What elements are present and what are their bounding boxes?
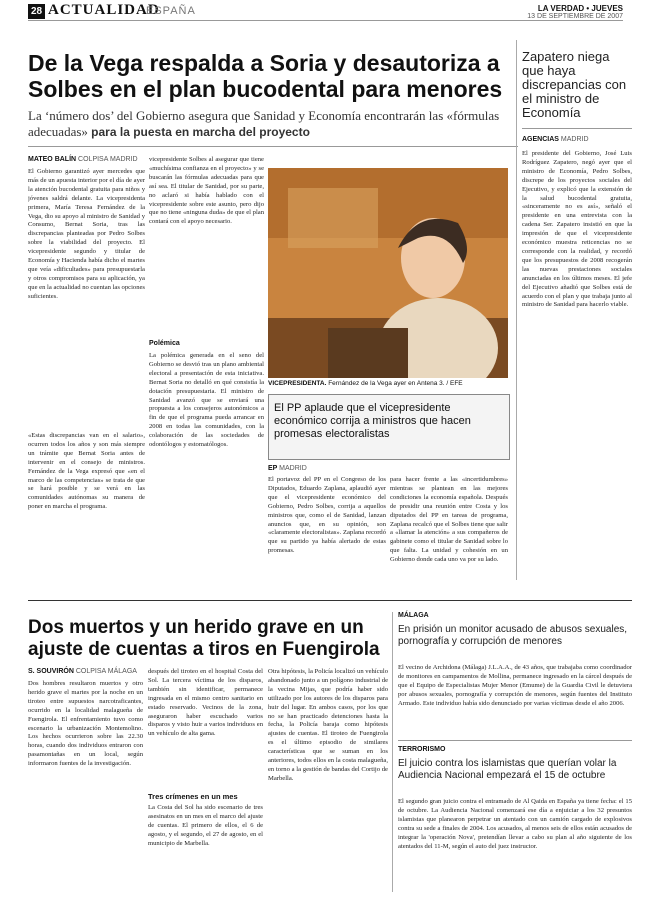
pp-box-headline: El PP aplaude que el vicepresidente económico corrija a ministros que hacen promesas electoralistas xyxy=(274,402,471,440)
brief-text-trial: El segundo gran juicio contra el entramado de Al Qaida en España ya tiene fecha: el 15 de octubre. La Audiencia Nacional comenzará ese día a enjuiciar a los 32 presuntos islamistas que planearon perpetrar un atentado con un camión cargado de explosivos contra su sede a finales de 2004. Los acusados, al menos seis de ellos están acusados de integrar la 'operación Nova', pretendían llevar a cabo su plan al año siguiente de los atentados del 11-M, según el auto del juez instructor. xyxy=(398,798,632,850)
vice-president-photo xyxy=(268,168,508,378)
brief-text-prison: El vecino de Archidona (Málaga) J.L.A.A., de 43 años, que trabajaba como coordinador de monitores en campamentos de Mollina, permanece ingresado en la cárcel después de que el Equipo de Especialistas Mujer Menor (Emume) de la Guardia Civil le detuviera por abusos sexuales, pornografía y corrupción de menores, según fuentes del Instituto Armado. Este individuo había sido denunciado por varias víctimas desde el año 2006. xyxy=(398,664,632,707)
main-column-2: vicepresidente Solbes al asegurar que tiene «muchísima confianza en el proyecto» y se buscarán las fórmulas adecuadas para que así sea. El titular de Sanidad, por su parte, no aclaró si había hablado con el vicepresidente sobre este asunto, pero dijo que no tiene «ninguna duda» de que el plan contará con el apoyo necesario. xyxy=(149,156,264,226)
column-rule xyxy=(392,612,393,892)
main-author: MATEO BALÍN xyxy=(28,156,77,163)
main-agency: COLPISA MADRID xyxy=(78,156,138,163)
second-column-2b: La Costa del Sol ha sido escenario de tres asesinatos en un mes en el marco del ajuste de cuentas. El primero de ellos, el 6 de agosto, y el segundo, el 27 de agosto, en el municipio de Marbella. xyxy=(148,804,263,847)
newspaper-name: LA VERDAD • JUEVES xyxy=(537,4,623,13)
zapatero-agency: AGENCIAS xyxy=(522,136,559,143)
brief-tag-terrorismo: TERRORISMO xyxy=(398,746,446,753)
page-number: 28 xyxy=(28,4,45,19)
section-title: ACTUALIDAD xyxy=(48,2,160,18)
pp-place: MADRID xyxy=(279,465,307,472)
brief-tag-malaga: MÁLAGA xyxy=(398,612,429,619)
zapatero-text: El presidente del Gobierno, José Luis Rodríguez Zapatero, negó ayer que el ministro de Economía, Pedro Solbes, discrepe de los proyectos sociales del Ejecutivo, y explicó que la extensión de la salud bucodental gratuita, «sinceramente no es así», señaló el presidente en una entrevista con la cadena Ser. Zapatero insistió en que la impresión de que el vicepresidente económico muestra reticencias no se corresponde con la realidad, y recordó que los presupuestos de 2008 recogerán las nuevas prestaciones sociales anunciadas en los últimos meses. El jefe del Ejecutivo añadió que Solbes está de acuerdo con el plan y que trabaja junto al ministro de Sanidad para hacerlo viable. xyxy=(522,150,632,309)
subsection-title: ESPAÑA xyxy=(146,5,196,17)
page-header xyxy=(28,4,623,21)
main-byline xyxy=(28,156,138,163)
brief-headline-prison: En prisión un monitor acusado de abusos sexuales, pornografía y corrupción de menores xyxy=(398,624,628,647)
section-divider xyxy=(28,600,632,601)
second-byline xyxy=(28,668,137,675)
second-author: S. SOUVIRÓN xyxy=(28,668,74,675)
zapatero-byline xyxy=(522,136,589,143)
pp-box-column-2: para hacer frente a las «incertidumbres» mientras se plantean en las mejores condiciones la economía española. Después de presidir una reunión entre Costa y los diputados del PP en tareas de programa, Zaplana recalcó que el Solbes tiene que salir a «llamar la atención» a sus compañeros de gabinete como el titular de Sanidad sobre lo que falta. La unidad y cohesión en un Gobierno donde cada uno va por su lado. xyxy=(390,476,508,564)
divider xyxy=(398,740,632,741)
second-column-3: Otra hipótesis, la Policía localizó un vehículo abandonado junto a un polígono industrial de la vecina Mijas, que podría haber sido utilizado por los autores de los disparos para huir del lugar. En ambos casos, por los que no se han practicado detenciones hasta la fecha, la Policía baraja como hipótesis ajustes de cuentas. El tiroteo de Fuengirola es el último episodio de similares características que se suman en los anteriores, todos ellos en la costa malagueña, en torno a la gestión de bandas del Cortijo de Marbella. xyxy=(268,668,388,782)
main-column-1: El Gobierno garantizó ayer mercedes que más de un apuesta interior por el día de ayer la atención bucodental gratuita para niños y jóvenes saldrá delante. La vicepresidenta primera, María Teresa Fernández de la Vega, dio su apoyo al ministro de Sanidad y Consumo, Bernat Soria, tras las discrepancias planteadas por Pedro Solbes sobre la viabilidad del proyecto. El vicepresidente segundo y titular de Economía y Hacienda había dicho el martes que veía «dificultades» para presupuestarla y otros compromisos para su aplicación, ya que en la actualidad no cuentan las opciones suficientes. xyxy=(28,168,145,300)
column-rule xyxy=(516,40,517,580)
second-column-1: Dos hombres resultaron muertos y otro herido grave el martes por la noche en un tiroteo entre supuestos narcotraficantes, ocurrido en la localidad malagueña de Fuengirola. El enfrentamiento tuvo como escenario la urbanización Montemolino. Los hechos ocurrieron sobre las 22.30 horas, cuando dos individuos entraron con pasamontañas en un local, según informaron fuentes de la investigación. xyxy=(28,680,143,768)
brief-headline-trial: El juicio contra los islamistas que querían volar la Audiencia Nacional empezará el 15 de octubre xyxy=(398,758,617,781)
divider xyxy=(522,128,632,129)
second-column-2: después del tiroteo en el hospital Costa del Sol. La tercera víctima de los disparos, también sin identificar, permanece ingresada en el mismo centro sanitario en estado reservado. Vecinos de la zona, aseguraron haber escuchado varios disparos y visto huir a varios individuos en un vehículo de alta gama. xyxy=(148,668,263,738)
pp-agency: EP xyxy=(268,465,278,472)
issue-date: 13 DE SEPTIEMBRE DE 2007 xyxy=(527,13,623,20)
main-column-2b: La polémica generada en el seno del Gobierno se desvió tras un plano ambiental electoral a presentación de esta iniciativa. Bernat Soria no detalló en qué consistía la dotación presupuestaria. El ministro de Sanidad avanzó que se enviará una propuesta a los consejeros autonómicos a fin de que el programa pueda arrancar en 2008 en todas las comunidades, con la colaboración de las sociedades de odontólogos y estomatólogos. xyxy=(149,352,264,449)
main-column-1b: «Estas discrepancias van en el salario», ocurren todos los años y son más siempre un trámite que Bernat Soria antes de intervenir en el consejo de ministros. Fernández de la Vega expresó que «en el marco de las competencias» se trata de que se hará posible y se verá en las comunidades autónomas su manera de poner en marcha el programa. xyxy=(28,432,145,511)
main-subhead: Polémica xyxy=(149,340,180,347)
main-lead-text: La ‘número dos’ del Gobierno asegura que Sanidad y Economía encontrarán las «fórmulas adecuadas» xyxy=(28,108,500,139)
main-lead xyxy=(28,108,518,140)
second-headline: Dos muertos y un herido grave en un ajuste de cuentas a tiros en Fuengirola xyxy=(28,617,380,660)
zapatero-headline: Zapatero niega que haya discrepancias con el ministro de Economía xyxy=(522,49,627,120)
second-subhead: Tres crímenes en un mes xyxy=(148,792,238,801)
photo-illustration xyxy=(268,168,508,378)
divider xyxy=(28,146,518,147)
pp-box-column-1: El portavoz del PP en el Congreso de los Diputados, Eduardo Zaplana, aplaudió ayer que el vicepresidente económico del Gobierno, Pedro Solbes, corrija a aquellos ministros que, como el de Sanidad, lanzan anuncios que, en su opinión, son «claramente electoralistas». Zaplana recordó que su partido ya había alertado de estas promesas. xyxy=(268,476,386,555)
main-lead-bold: para la puesta en marcha del proyecto xyxy=(91,125,310,139)
second-agency: COLPISA MÁLAGA xyxy=(75,668,137,675)
photo-caption-text: Fernández de la Vega ayer en Antena 3. / EFE xyxy=(328,380,463,387)
pp-byline xyxy=(268,465,307,472)
photo-caption-bold: VICEPRESIDENTA. xyxy=(268,380,327,387)
main-headline: De la Vega respalda a Soria y desautoriza a Solbes en el plan bucodental para menores xyxy=(28,50,503,102)
zapatero-place: MADRID xyxy=(560,136,589,143)
photo-caption xyxy=(268,380,508,387)
